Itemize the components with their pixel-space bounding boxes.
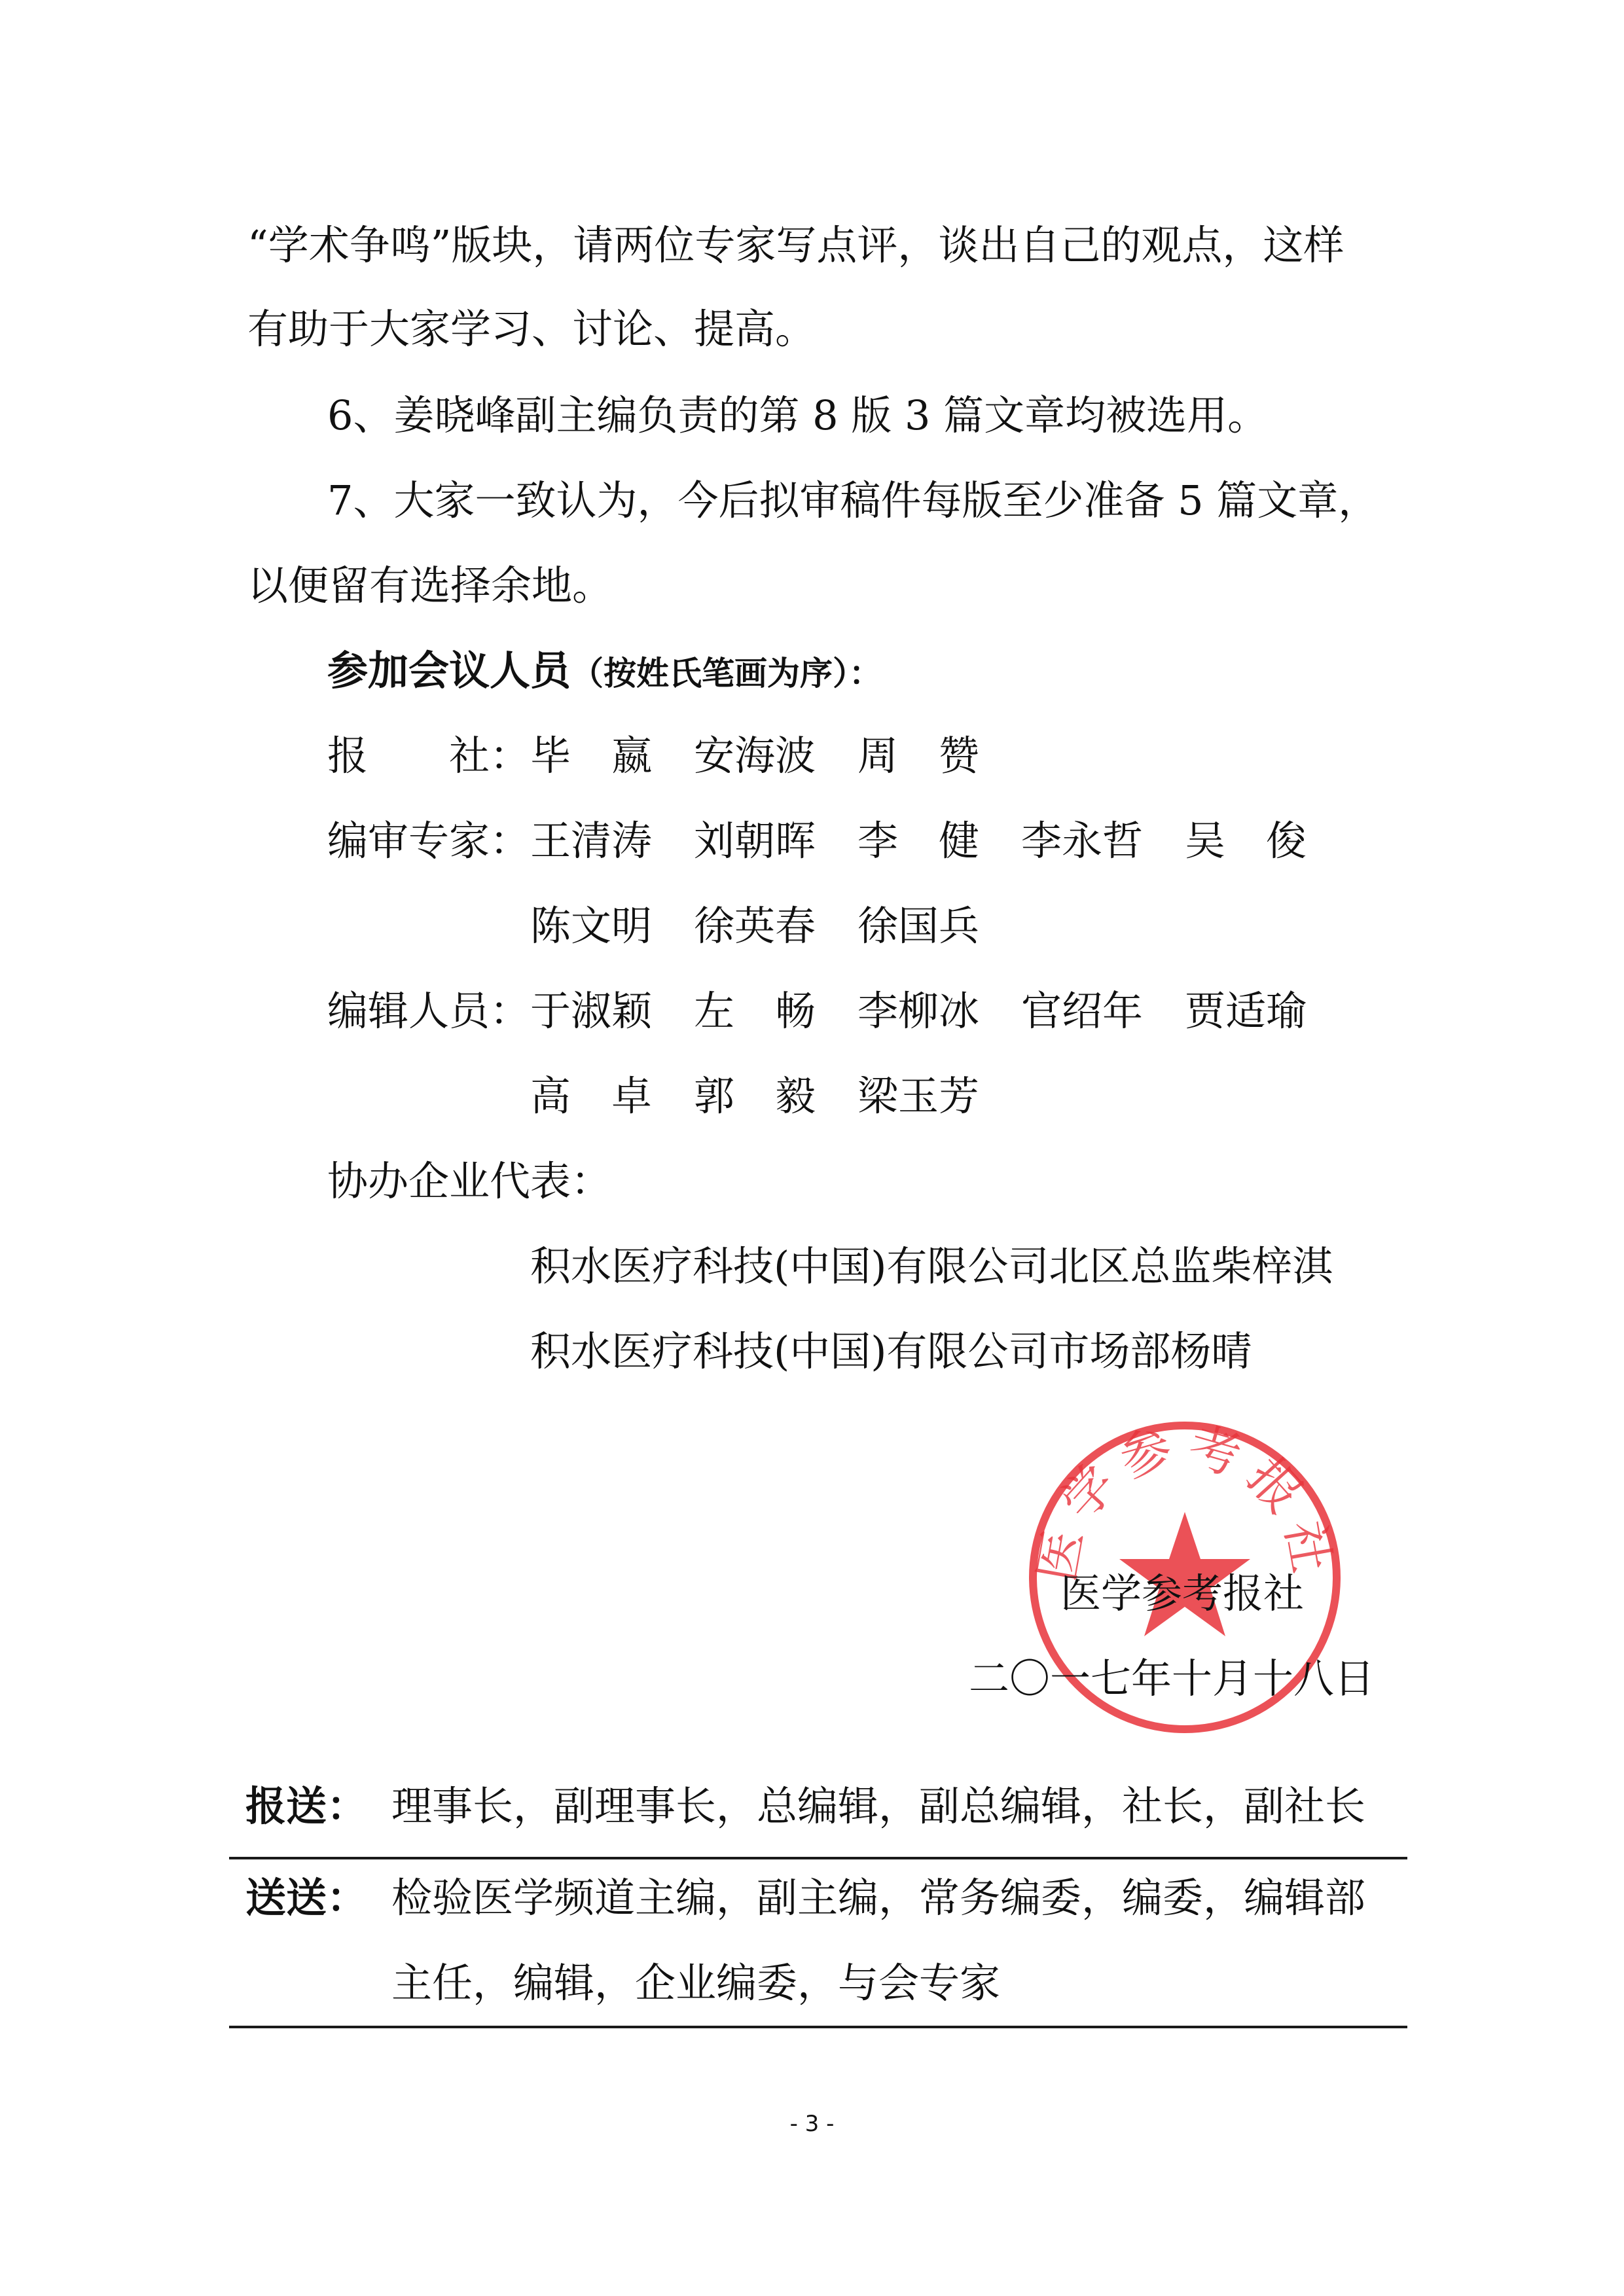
- attendee-name: 刘朝晖: [694, 817, 816, 865]
- attendee-name: 李 健: [857, 817, 980, 865]
- sponsor-entry: 积水医疗科技(中国)有限公司北区总监柴梓淇: [530, 1242, 1333, 1290]
- paragraph-item-7: 7、大家一致认为，今后拟审稿件每版至少准备 5 篇文章，: [327, 476, 1379, 524]
- sponsor-label: 协办企业代表：: [327, 1157, 612, 1205]
- group-label: 报 社：: [327, 732, 531, 780]
- seal-text: 医学参考报社: [1027, 1416, 1343, 1587]
- divider: [229, 1857, 1407, 1859]
- report-label: 报送：: [245, 1782, 368, 1830]
- paragraph-line: “学术争鸣”版块，请两位专家写点评，谈出自己的观点，这样: [247, 221, 1344, 269]
- attendee-name: 郭 毅: [694, 1072, 816, 1120]
- attendee-name: 陈文明: [530, 902, 653, 950]
- attendee-name: 李柳冰: [857, 987, 980, 1035]
- attendee-name: 于淑颖: [530, 987, 653, 1035]
- attendee-name: 贾适瑜: [1185, 987, 1307, 1035]
- signature-date: 二〇一七年十月十八日: [969, 1655, 1375, 1702]
- attendee-name: 徐国兵: [857, 902, 980, 950]
- signature-org: 医学参考报社: [1060, 1570, 1305, 1617]
- paragraph-line: 有助于大家学习、讨论、提高。: [247, 305, 816, 353]
- attendee-name: 吴 俊: [1185, 817, 1307, 865]
- attendee-name: 梁玉芳: [857, 1072, 980, 1120]
- report-recipients: 理事长，副理事长，总编辑，副总编辑，社长，副社长: [391, 1782, 1366, 1830]
- attendee-name: 左 畅: [694, 987, 816, 1035]
- divider: [229, 2026, 1407, 2028]
- attendee-name: 徐英春: [694, 902, 816, 950]
- sponsor-entry: 积水医疗科技(中国)有限公司市场部杨晴: [530, 1327, 1252, 1375]
- group-label: 编辑人员：: [327, 987, 531, 1035]
- attendee-name: 高 卓: [530, 1072, 653, 1120]
- attendee-name: 王清涛: [530, 817, 653, 865]
- attendees-heading: [327, 641, 882, 703]
- attendee-name: 安海波: [694, 732, 816, 780]
- attendee-name: 李永哲: [1021, 817, 1144, 865]
- attendee-name: 毕 嬴: [530, 732, 653, 780]
- paragraph-item-6: 6、姜晓峰副主编负责的第 8 版 3 篇文章均被选用。: [327, 391, 1269, 439]
- paragraph-line: 以便留有选择余地。: [247, 562, 613, 609]
- attendee-name: 周 赞: [857, 732, 980, 780]
- page-number: - 3 -: [789, 2111, 835, 2137]
- send-label: 送送：: [245, 1874, 368, 1922]
- send-recipients-cont: 主任，编辑，企业编委，与会专家: [391, 1959, 1001, 2007]
- group-label: 编审专家：: [327, 817, 531, 865]
- send-recipients: 检验医学频道主编，副主编，常务编委，编委，编辑部: [391, 1874, 1366, 1922]
- attendees-heading-text: 参加会议人员: [327, 647, 571, 694]
- attendee-name: 官绍年: [1021, 987, 1144, 1035]
- attendees-heading-note: （按姓氏笔画为序）：: [571, 654, 882, 692]
